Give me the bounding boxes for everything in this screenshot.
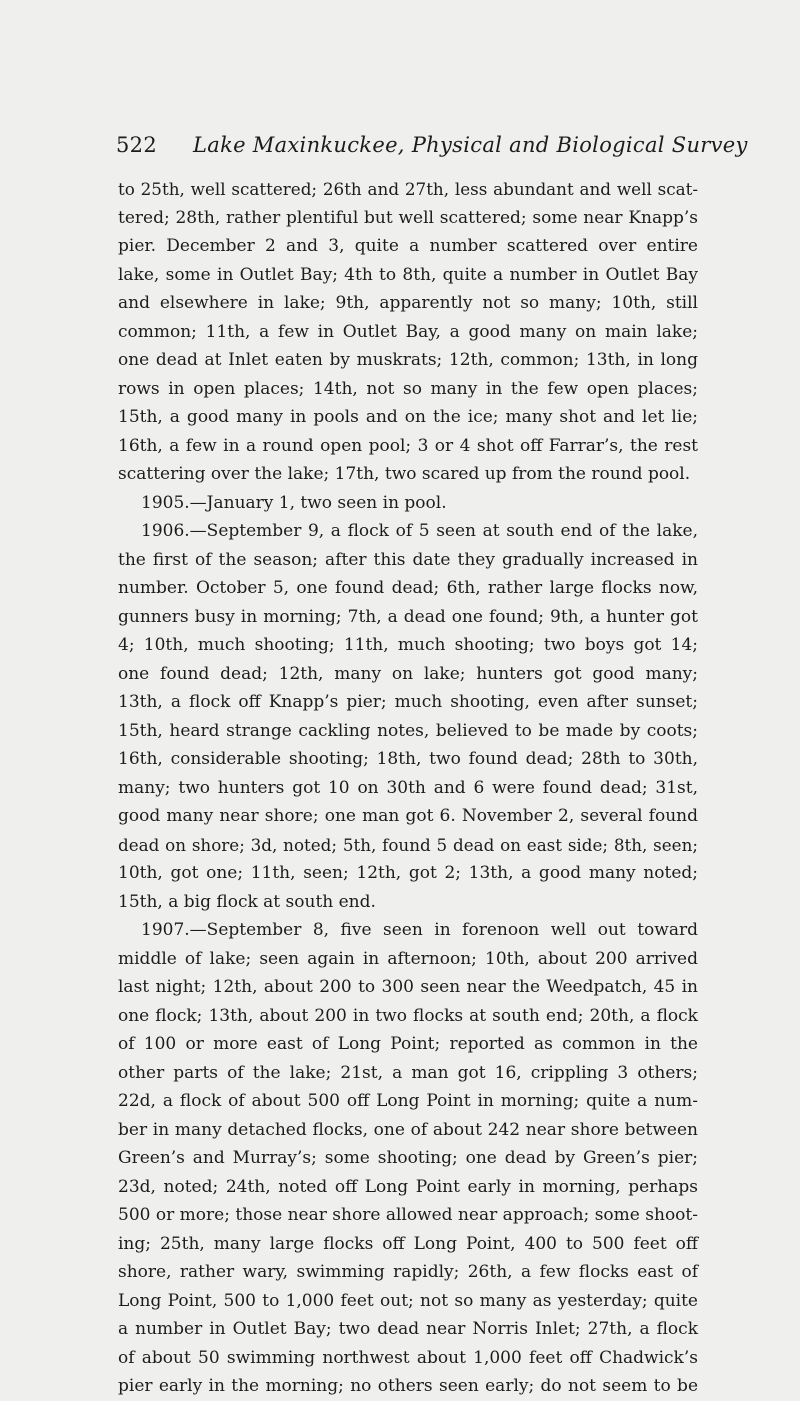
text-line: pier. December 2 and 3, quite a number scattered over entire (118, 236, 698, 256)
text-line: rows in open places; 14th, not so many in the few open places; (118, 378, 698, 399)
text-line: 1906.—September 9, a flock of 5 seen at south end of the lake, (141, 521, 698, 541)
text-line: other parts of the lake; 21st, a man got 16, crippling 3 others; (118, 1062, 698, 1083)
text-line: many; two hunters got 10 on 30th and 6 were found dead; 31st, (118, 777, 698, 798)
text-line: of about 50 swimming northwest about 1,000 feet off Chadwick’s (118, 1347, 698, 1368)
text-line: common; 11th, a few in Outlet Bay, a good many on main lake; (118, 321, 698, 342)
text-line: number. October 5, one found dead; 6th, rather large flocks now, (118, 578, 698, 598)
text-line: 15th, a good many in pools and on the ice; many shot and let lie; (118, 407, 698, 427)
text-line: 1907.—September 8, five seen in forenoon well out toward (141, 920, 698, 940)
text-line: 16th, a few in a round open pool; 3 or 4 shot off Farrar’s, the rest (118, 435, 698, 456)
text-line: 16th, considerable shooting; 18th, two found dead; 28th to 30th, (118, 749, 698, 769)
text-line: to 25th, well scattered; 26th and 27th, less abundant and well scat- (118, 179, 698, 199)
text-line: scattering over the lake; 17th, two scared up from the round pool. (118, 464, 691, 484)
text-line: middle of lake; seen again in afternoon; 10th, about 200 arrived (118, 948, 698, 969)
text-line: 22d, a flock of about 500 off Long Point in morning; quite a num- (118, 1091, 698, 1111)
text-line: ing; 25th, many large flocks off Long Point, 400 to 500 feet off (118, 1233, 698, 1254)
text-line: a number in Outlet Bay; two dead near Norris Inlet; 27th, a flock (118, 1319, 698, 1339)
text-line: 1905.—January 1, two seen in pool. (141, 492, 447, 513)
text-line: 15th, heard strange cackling notes, believed to be made by coots; (118, 720, 698, 741)
text-line: 4; 10th, much shooting; 11th, much shooting; two boys got 14; (118, 635, 698, 655)
text-line: 13th, a flock off Knapp’s pier; much shooting, even after sunset; (118, 692, 698, 712)
text-line: gunners busy in morning; 7th, a dead one found; 9th, a hunter got (118, 606, 698, 627)
text-line: one dead at Inlet eaten by muskrats; 12th, common; 13th, in long (118, 350, 698, 370)
text-line: of 100 or more east of Long Point; reported as common in the (118, 1034, 698, 1054)
text-line: one found dead; 12th, many on lake; hunters got good many; (118, 663, 698, 684)
text-line: shore, rather wary, swimming rapidly; 26th, a few flocks east of (118, 1262, 698, 1282)
body-text (118, 175, 698, 1401)
text-line: Green’s and Murray’s; some shooting; one dead by Green’s pier; (118, 1148, 698, 1168)
text-line: tered; 28th, rather plentiful but well scattered; some near Knapp’s (118, 207, 698, 228)
text-line: 10th, got one; 11th, seen; 12th, got 2; 13th, a good many noted; (118, 863, 698, 883)
text-line: pier early in the morning; no others seen early; do not seem to be (118, 1376, 698, 1396)
text-line: ber in many detached flocks, one of about 242 near shore between (118, 1119, 698, 1140)
text-line: last night; 12th, about 200 to 300 seen near the Weedpatch, 45 in (118, 977, 698, 997)
page-header (116, 133, 748, 163)
text-line: the first of the season; after this date they gradually increased in (118, 549, 698, 570)
running-title: Lake Maxinkuckee, Physical and Biological Survey (193, 133, 748, 157)
text-line: one flock; 13th, about 200 in two flocks at south end; 20th, a flock (118, 1005, 698, 1026)
text-line: and elsewhere in lake; 9th, apparently not so many; 10th, still (118, 293, 698, 313)
text-line: 500 or more; those near shore allowed near approach; some shoot- (118, 1205, 698, 1225)
text-line: dead on shore; 3d, noted; 5th, found 5 dead on east side; 8th, seen; (118, 834, 698, 855)
text-line: 15th, a big flock at south end. (118, 891, 376, 912)
text-line: good many near shore; one man got 6. November 2, several found (118, 806, 698, 826)
text-line: 23d, noted; 24th, noted off Long Point early in morning, perhaps (118, 1176, 698, 1197)
text-line: Long Point, 500 to 1,000 feet out; not so many as yesterday; quite (118, 1290, 698, 1311)
text-line: lake, some in Outlet Bay; 4th to 8th, quite a number in Outlet Bay (118, 264, 698, 285)
page-number: 522 (116, 133, 157, 157)
